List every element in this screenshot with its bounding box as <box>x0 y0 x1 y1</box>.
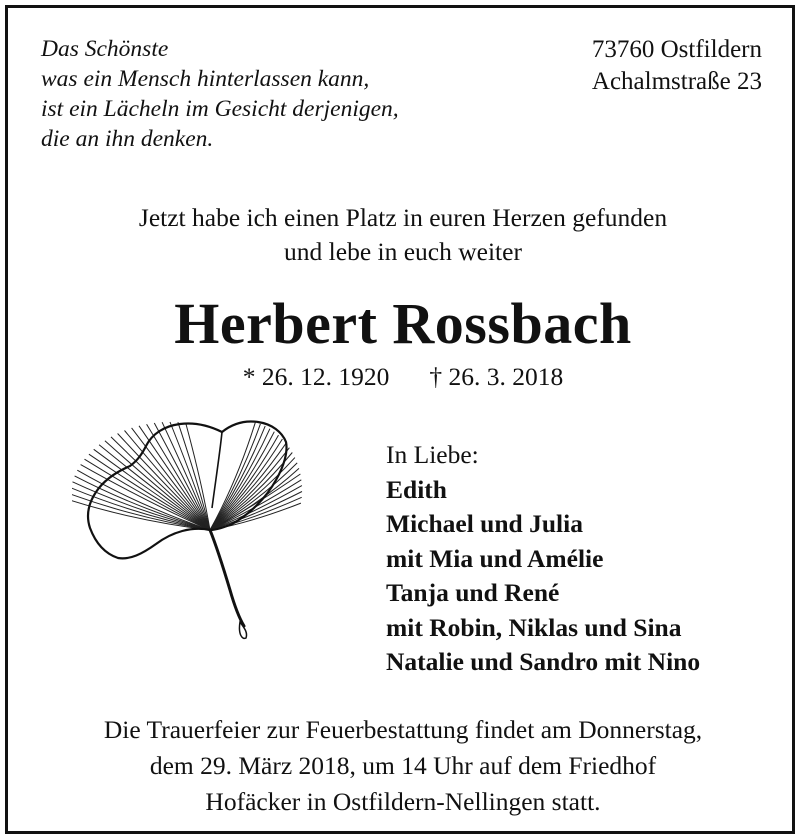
family-member: mit Mia und Amélie <box>386 543 604 573</box>
obituary-frame <box>5 5 795 834</box>
poem <box>41 34 399 154</box>
family-member: Natalie und Sandro mit Nino <box>386 647 701 676</box>
address-city: 73760 Ostfildern <box>591 36 762 63</box>
address <box>592 34 762 98</box>
family-member: mit Robin, Niklas und Sina <box>386 612 682 642</box>
address-street: Achalmstraße 23 <box>591 68 762 95</box>
poem-line: ist ein Lächeln im Gesicht derjenigen, <box>41 96 399 122</box>
poem-line: Das Schönste <box>41 36 169 62</box>
family-list <box>386 438 700 680</box>
leaf-vein <box>162 422 210 530</box>
death-date: † 26. 3. 2018 <box>429 362 564 391</box>
motto-line: und lebe in euch weiter <box>284 237 522 266</box>
life-dates <box>8 361 798 393</box>
birth-date: * 26. 12. 1920 <box>242 362 390 391</box>
family-intro: In Liebe: <box>386 440 479 469</box>
notice-line: Hofäcker in Ostfildern-Nellingen statt. <box>205 787 601 816</box>
motto-line: Jetzt habe ich einen Platz in euren Herzen gefunden <box>138 203 668 232</box>
ginkgo-leaf-icon <box>72 418 312 646</box>
leaf-vein <box>132 428 210 530</box>
deceased-name: Herbert Rossbach <box>174 291 632 356</box>
family-member: Tanja und René <box>386 578 560 607</box>
family-member: Michael und Julia <box>386 509 583 538</box>
poem-line: die an ihn denken. <box>41 126 214 152</box>
family-member: Edith <box>386 474 447 504</box>
funeral-notice <box>8 712 798 820</box>
notice-line: Die Trauerfeier zur Feuerbestattung findet am Donnerstag, <box>103 715 703 744</box>
motto <box>8 201 798 269</box>
poem-line: was ein Mensch hinterlassen kann, <box>41 66 370 92</box>
leaf-vein <box>118 434 210 531</box>
notice-line: dem 29. März 2018, um 14 Uhr auf dem Friedhof <box>149 751 657 780</box>
